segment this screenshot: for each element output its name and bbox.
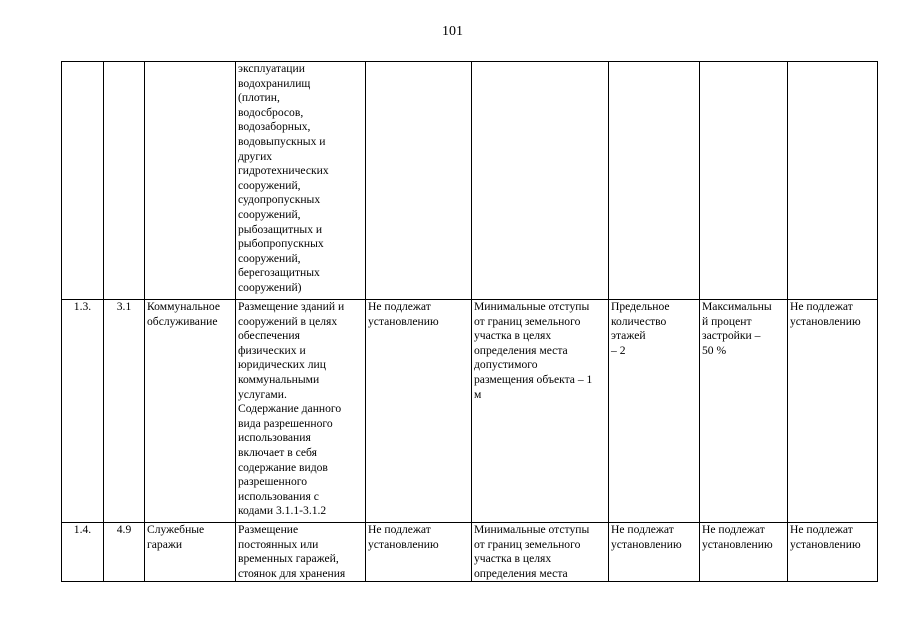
- cell-line: й процент: [702, 314, 752, 328]
- cell-col8: [700, 300, 788, 523]
- cell-line: сооружений,: [238, 178, 301, 192]
- cell-col9: [788, 62, 878, 300]
- cell-line: водохранилищ: [238, 76, 311, 90]
- description-cell: [236, 523, 366, 582]
- cell-line: определения места: [474, 343, 568, 357]
- cell-line: использования: [238, 431, 311, 445]
- cell-line: постоянных или: [238, 537, 319, 551]
- name-cell: [145, 62, 236, 300]
- description-cell: [236, 300, 366, 523]
- cell-line: – 2: [611, 343, 626, 357]
- cell-line: водосбросов,: [238, 105, 304, 119]
- cell-line: услугами.: [238, 387, 287, 401]
- cell-line: Размещение зданий и: [238, 300, 345, 313]
- cell-line: сооружений,: [238, 251, 301, 265]
- row-number: 1.4.: [62, 523, 104, 582]
- cell-line: содержание видов: [238, 460, 328, 474]
- cell-col6: [472, 300, 609, 523]
- cell-line: других: [238, 149, 273, 163]
- cell-line: обслуживание: [147, 314, 218, 328]
- cell-line: Не подлежат: [790, 300, 853, 313]
- cell-line: рыбопропускных: [238, 237, 324, 251]
- cell-line: Предельное: [611, 300, 670, 313]
- cell-line: установлению: [368, 537, 439, 551]
- row-number: [62, 62, 104, 300]
- cell-line: водозаборных,: [238, 120, 311, 134]
- cell-line: от границ земельного: [474, 314, 581, 328]
- cell-col8: [700, 62, 788, 300]
- cell-line: сооружений,: [238, 207, 301, 221]
- cell-line: включает в себя: [238, 445, 317, 459]
- cell-line: Размещение: [238, 523, 299, 536]
- code-cell: [104, 62, 145, 300]
- cell-line: сооружений в целях: [238, 314, 338, 328]
- cell-line: от границ земельного: [474, 537, 581, 551]
- cell-line: берегозащитных: [238, 266, 320, 280]
- cell-col6: [472, 62, 609, 300]
- cell-line: сооружений): [238, 280, 302, 294]
- cell-line: физических и: [238, 343, 306, 357]
- cell-line: Максимальны: [702, 300, 772, 313]
- cell-line: этажей: [611, 329, 646, 343]
- cell-line: Минимальные отступы: [474, 300, 590, 313]
- name-cell: [145, 300, 236, 523]
- cell-line: установлению: [611, 537, 682, 551]
- cell-line: юридических лиц: [238, 358, 326, 372]
- cell-line: застройки –: [702, 329, 761, 343]
- zoning-table: [61, 61, 878, 582]
- cell-line: Содержание данного: [238, 402, 342, 416]
- cell-line: водовыпускных и: [238, 134, 326, 148]
- cell-line: определения места: [474, 566, 568, 580]
- cell-line: установлению: [702, 537, 773, 551]
- cell-line: временных гаражей,: [238, 552, 339, 566]
- cell-line: (плотин,: [238, 91, 280, 105]
- cell-col7: [609, 62, 700, 300]
- cell-line: участка в целях: [474, 329, 552, 343]
- cell-line: гаражи: [147, 537, 183, 551]
- table-row: [62, 300, 878, 523]
- cell-col7: [609, 300, 700, 523]
- cell-line: 50 %: [702, 343, 727, 357]
- cell-line: Коммунальное: [147, 300, 221, 313]
- cell-line: эксплуатации: [238, 62, 305, 75]
- row-number: 1.3.: [62, 300, 104, 523]
- cell-line: м: [474, 387, 482, 401]
- cell-line: количество: [611, 314, 667, 328]
- cell-line: размещения объекта – 1: [474, 372, 593, 386]
- cell-line: вида разрешенного: [238, 416, 333, 430]
- cell-line: Не подлежат: [702, 523, 765, 536]
- cell-line: участка в целях: [474, 552, 552, 566]
- cell-col9: [788, 523, 878, 582]
- table-row: [62, 62, 878, 300]
- cell-line: обеспечения: [238, 329, 300, 343]
- cell-line: кодами 3.1.1-3.1.2: [238, 504, 327, 518]
- table-row: [62, 523, 878, 582]
- cell-line: установлению: [790, 537, 861, 551]
- cell-col6: [472, 523, 609, 582]
- cell-col8: [700, 523, 788, 582]
- cell-col9: [788, 300, 878, 523]
- cell-col5: [366, 523, 472, 582]
- cell-line: гидротехнических: [238, 164, 329, 178]
- cell-line: судопропускных: [238, 193, 321, 207]
- cell-line: коммунальными: [238, 372, 320, 386]
- cell-line: разрешенного: [238, 475, 308, 489]
- cell-line: стоянок для хранения: [238, 566, 346, 580]
- cell-line: Минимальные отступы: [474, 523, 590, 536]
- page-number: 101: [442, 24, 463, 39]
- cell-line: Служебные: [147, 523, 205, 536]
- cell-line: Не подлежат: [790, 523, 853, 536]
- cell-line: установлению: [368, 314, 439, 328]
- cell-line: допустимого: [474, 358, 538, 372]
- name-cell: [145, 523, 236, 582]
- cell-col5: [366, 62, 472, 300]
- cell-line: Не подлежат: [368, 300, 431, 313]
- cell-col5: [366, 300, 472, 523]
- cell-line: установлению: [790, 314, 861, 328]
- cell-line: использования с: [238, 489, 319, 503]
- description-cell: [236, 62, 366, 300]
- cell-line: рыбозащитных и: [238, 222, 323, 236]
- code-cell: 3.1: [104, 300, 145, 523]
- cell-line: Не подлежат: [368, 523, 431, 536]
- code-cell: 4.9: [104, 523, 145, 582]
- cell-col7: [609, 523, 700, 582]
- cell-line: Не подлежат: [611, 523, 674, 536]
